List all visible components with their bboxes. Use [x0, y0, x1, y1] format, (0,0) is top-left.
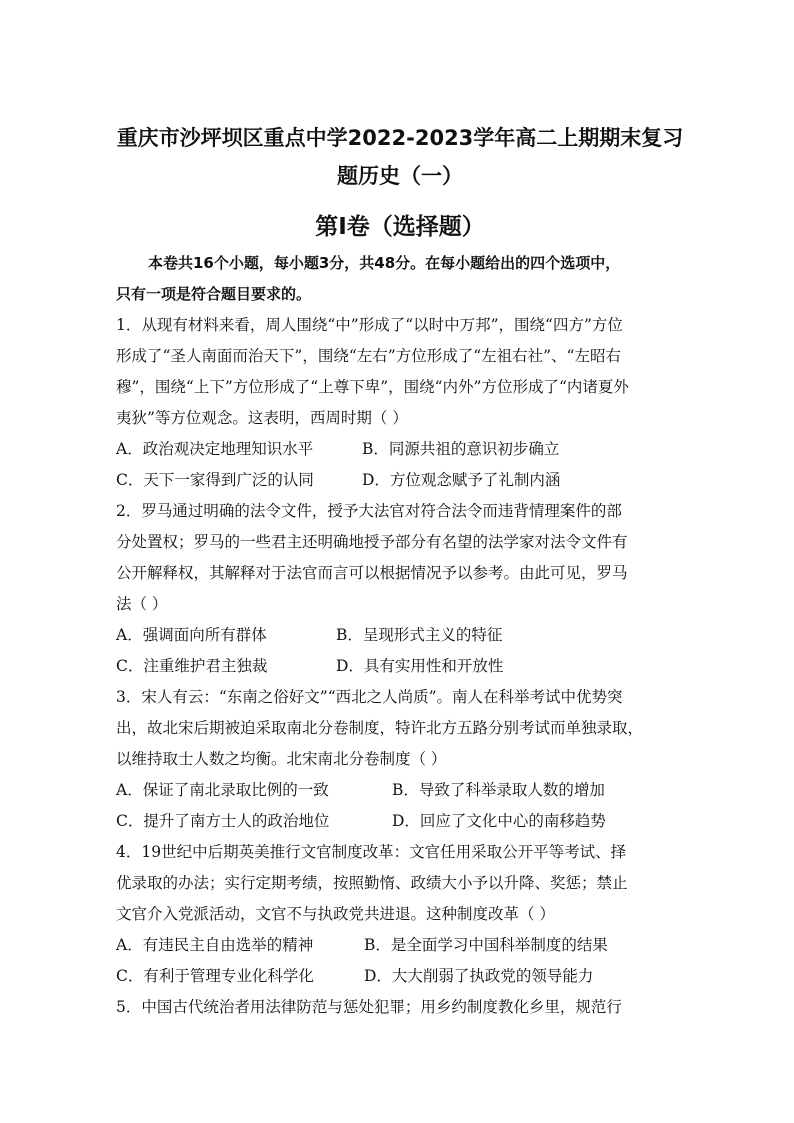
question-4-line-3: 文官介入党派活动，文官不与执政党共进退。这种制度改革（ ）: [116, 905, 555, 923]
question-3-option-c: C．提升了南方士人的政治地位: [116, 812, 330, 830]
question-5-line-1: 5．中国古代统治者用法律防范与惩处犯罪；用乡约制度教化乡里，规范行: [116, 998, 622, 1016]
question-1-option-b: B．同源共祖的意识初步确立: [362, 440, 560, 458]
question-4-option-b: B．是全面学习中国科举制度的结果: [364, 936, 608, 954]
question-4-option-c: C．有利于管理专业化科学化: [116, 967, 314, 985]
question-3-line-2: 出，故北宋后期被迫采取南北分卷制度，特许北方五路分别考试而单独录取，: [116, 719, 644, 737]
question-2-option-b: B．呈现形式主义的特征: [336, 626, 503, 644]
question-1-option-c: C．天下一家得到广泛的认同: [116, 471, 314, 489]
question-2-option-a: A．强调面向所有群体: [116, 626, 267, 644]
question-1-option-d: D．方位观念赋予了礼制内涵: [362, 471, 561, 489]
question-4-option-d: D．大大削弱了执政党的领导能力: [364, 967, 594, 985]
question-3-option-a: A．保证了南北录取比例的一致: [116, 781, 329, 799]
question-4-line-2: 优录取的办法；实行定期考绩，按照勤惰、政绩大小予以升降、奖惩；禁止: [116, 874, 628, 892]
question-2-line-4: 法（ ）: [116, 595, 168, 613]
question-4-option-a: A．有违民主自由选举的精神: [116, 936, 314, 954]
question-3-option-d: D．回应了文化中心的南移趋势: [392, 812, 606, 830]
question-1-option-a: A．政治观决定地理知识水平: [116, 440, 314, 458]
question-2-option-d: D．具有实用性和开放性: [336, 657, 504, 675]
document-title-line-2: 题历史（一）: [337, 164, 463, 188]
question-4-line-1: 4．19世纪中后期英美推行文官制度改革：文官任用采取公开平等考试、择: [116, 843, 627, 861]
instructions-line-1: 本卷共16个小题，每小题3分，共48分。在每小题给出的四个选项中，: [148, 254, 621, 272]
question-2-option-c: C．注重维护君主独裁: [116, 657, 268, 675]
instructions-line-2: 只有一项是符合题目要求的。: [116, 285, 312, 303]
question-1-line-4: 夷狄”等方位观念。这表明，西周时期（ ）: [116, 409, 408, 427]
question-3-option-b: B．导致了科举录取人数的增加: [392, 781, 605, 799]
question-1-line-2: 形成了“圣人南面而治天下”，围绕“左右”方位形成了“左祖右社”、“左昭右: [116, 347, 621, 365]
section-title: 第Ⅰ卷（选择题）: [315, 214, 485, 240]
question-3-line-3: 以维持取士人数之均衡。北宋南北分卷制度（ ）: [116, 750, 447, 768]
document-title-line-1: 重庆市沙坪坝区重点中学2022-2023学年高二上期期末复习: [116, 126, 684, 150]
question-1-line-1: 1．从现有材料来看，周人围绕“中”形成了“以时中万邦”，围绕“四方”方位: [116, 316, 623, 334]
question-3-line-1: 3．宋人有云：“东南之俗好文”“西北之人尚质”。南人在科举考试中优势突: [116, 688, 623, 706]
question-2-line-2: 分处置权；罗马的一些君主还明确地授予部分有名望的法学家对法令文件有: [116, 533, 628, 551]
question-2-line-1: 2．罗马通过明确的法令文件，授予大法官对符合法令而违背情理案件的部: [116, 502, 622, 520]
question-1-line-3: 穆”，围绕“上下”方位形成了“上尊下卑”，围绕“内外”方位形成了“内诸夏外: [116, 378, 629, 396]
question-2-line-3: 公开解释权，其解释对于法官而言可以根据情况予以参考。由此可见，罗马: [116, 564, 628, 582]
